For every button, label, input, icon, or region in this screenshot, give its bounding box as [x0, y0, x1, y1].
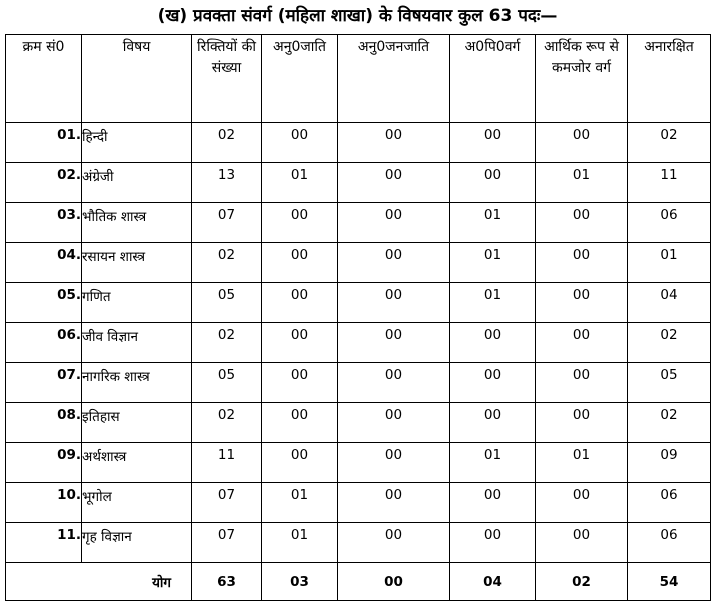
serial-cell: 05. — [6, 283, 82, 323]
obc-cell: 00 — [450, 363, 536, 403]
sc-cell: 01 — [262, 523, 338, 563]
unreserved-cell: 06 — [628, 523, 711, 563]
table-row — [6, 123, 711, 163]
header-ews: आर्थिक रूप से कमजोर वर्ग — [536, 35, 628, 123]
unreserved-cell: 11 — [628, 163, 711, 203]
table-row — [6, 523, 711, 563]
st-cell: 00 — [338, 123, 450, 163]
unreserved-cell: 05 — [628, 363, 711, 403]
vacancies-cell: 02 — [192, 323, 262, 363]
table-row — [6, 403, 711, 443]
sc-cell: 00 — [262, 283, 338, 323]
table-row — [6, 283, 711, 323]
table-row — [6, 163, 711, 203]
sc-cell: 00 — [262, 123, 338, 163]
subject-cell: अर्थशास्त्र — [82, 443, 192, 483]
unreserved-cell: 02 — [628, 403, 711, 443]
header-row — [6, 35, 711, 123]
total-obc-cell: 04 — [450, 563, 536, 601]
serial-cell: 08. — [6, 403, 82, 443]
subject-cell: जीव विज्ञान — [82, 323, 192, 363]
vacancies-cell: 02 — [192, 403, 262, 443]
header-subject: विषय — [82, 35, 192, 123]
st-cell: 00 — [338, 403, 450, 443]
serial-cell: 11. — [6, 523, 82, 563]
sc-cell: 00 — [262, 323, 338, 363]
st-cell: 00 — [338, 283, 450, 323]
ews-cell: 00 — [536, 123, 628, 163]
table-row — [6, 323, 711, 363]
st-cell: 00 — [338, 523, 450, 563]
sc-cell: 00 — [262, 443, 338, 483]
page-title: (ख) प्रवक्ता संवर्ग (महिला शाखा) के विषयवार कुल 63 पदः— — [157, 6, 558, 26]
unreserved-cell: 06 — [628, 203, 711, 243]
total-st-cell: 00 — [338, 563, 450, 601]
obc-cell: 00 — [450, 483, 536, 523]
st-cell: 00 — [338, 443, 450, 483]
obc-cell: 01 — [450, 443, 536, 483]
ews-cell: 01 — [536, 443, 628, 483]
table-row — [6, 243, 711, 283]
ews-cell: 00 — [536, 483, 628, 523]
total-label: योग — [6, 563, 192, 601]
sc-cell: 00 — [262, 363, 338, 403]
subject-cell: गणित — [82, 283, 192, 323]
table-row — [6, 443, 711, 483]
subject-cell: रसायन शास्त्र — [82, 243, 192, 283]
ews-cell: 00 — [536, 203, 628, 243]
sc-cell: 00 — [262, 203, 338, 243]
vacancies-cell: 13 — [192, 163, 262, 203]
vacancies-cell: 07 — [192, 523, 262, 563]
unreserved-cell: 01 — [628, 243, 711, 283]
total-unreserved-cell: 54 — [628, 563, 711, 601]
obc-cell: 01 — [450, 243, 536, 283]
serial-cell: 03. — [6, 203, 82, 243]
ews-cell: 00 — [536, 363, 628, 403]
table-row — [6, 203, 711, 243]
table-row — [6, 363, 711, 403]
subject-cell: नागरिक शास्त्र — [82, 363, 192, 403]
vacancies-cell: 02 — [192, 123, 262, 163]
total-vacancies-cell: 63 — [192, 563, 262, 601]
total-ews-cell: 02 — [536, 563, 628, 601]
obc-cell: 01 — [450, 203, 536, 243]
sc-cell: 01 — [262, 483, 338, 523]
sc-cell: 00 — [262, 403, 338, 443]
serial-cell: 09. — [6, 443, 82, 483]
subject-cell: अंग्रेजी — [82, 163, 192, 203]
vacancies-cell: 07 — [192, 483, 262, 523]
obc-cell: 01 — [450, 283, 536, 323]
vacancies-cell: 07 — [192, 203, 262, 243]
st-cell: 00 — [338, 363, 450, 403]
sc-cell: 01 — [262, 163, 338, 203]
subject-cell: गृह विज्ञान — [82, 523, 192, 563]
vacancies-cell: 02 — [192, 243, 262, 283]
header-obc: अ0पि0वर्ग — [450, 35, 536, 123]
total-sc-cell: 03 — [262, 563, 338, 601]
subject-cell: भूगोल — [82, 483, 192, 523]
serial-cell: 07. — [6, 363, 82, 403]
serial-cell: 10. — [6, 483, 82, 523]
ews-cell: 00 — [536, 323, 628, 363]
ews-cell: 00 — [536, 283, 628, 323]
header-sc: अनु0जाति — [262, 35, 338, 123]
vacancies-cell: 05 — [192, 363, 262, 403]
subject-cell: भौतिक शास्त्र — [82, 203, 192, 243]
vacancies-cell: 11 — [192, 443, 262, 483]
ews-cell: 00 — [536, 523, 628, 563]
table-row — [6, 483, 711, 523]
unreserved-cell: 09 — [628, 443, 711, 483]
header-st: अनु0जनजाति — [338, 35, 450, 123]
unreserved-cell: 04 — [628, 283, 711, 323]
obc-cell: 00 — [450, 163, 536, 203]
st-cell: 00 — [338, 243, 450, 283]
ews-cell: 00 — [536, 403, 628, 443]
subject-cell: हिन्दी — [82, 123, 192, 163]
st-cell: 00 — [338, 323, 450, 363]
ews-cell: 00 — [536, 243, 628, 283]
obc-cell: 00 — [450, 523, 536, 563]
total-row — [6, 563, 711, 601]
obc-cell: 00 — [450, 403, 536, 443]
obc-cell: 00 — [450, 323, 536, 363]
header-unreserved: अनारक्षित — [628, 35, 711, 123]
st-cell: 00 — [338, 203, 450, 243]
unreserved-cell: 06 — [628, 483, 711, 523]
serial-cell: 04. — [6, 243, 82, 283]
unreserved-cell: 02 — [628, 323, 711, 363]
header-vacancies: रिक्तियों की संख्या — [192, 35, 262, 123]
vacancies-cell: 05 — [192, 283, 262, 323]
vacancy-table — [5, 34, 711, 601]
obc-cell: 00 — [450, 123, 536, 163]
serial-cell: 06. — [6, 323, 82, 363]
st-cell: 00 — [338, 483, 450, 523]
subject-cell: इतिहास — [82, 403, 192, 443]
st-cell: 00 — [338, 163, 450, 203]
header-serial: क्रम सं0 — [6, 35, 82, 123]
serial-cell: 02. — [6, 163, 82, 203]
unreserved-cell: 02 — [628, 123, 711, 163]
ews-cell: 01 — [536, 163, 628, 203]
serial-cell: 01. — [6, 123, 82, 163]
sc-cell: 00 — [262, 243, 338, 283]
